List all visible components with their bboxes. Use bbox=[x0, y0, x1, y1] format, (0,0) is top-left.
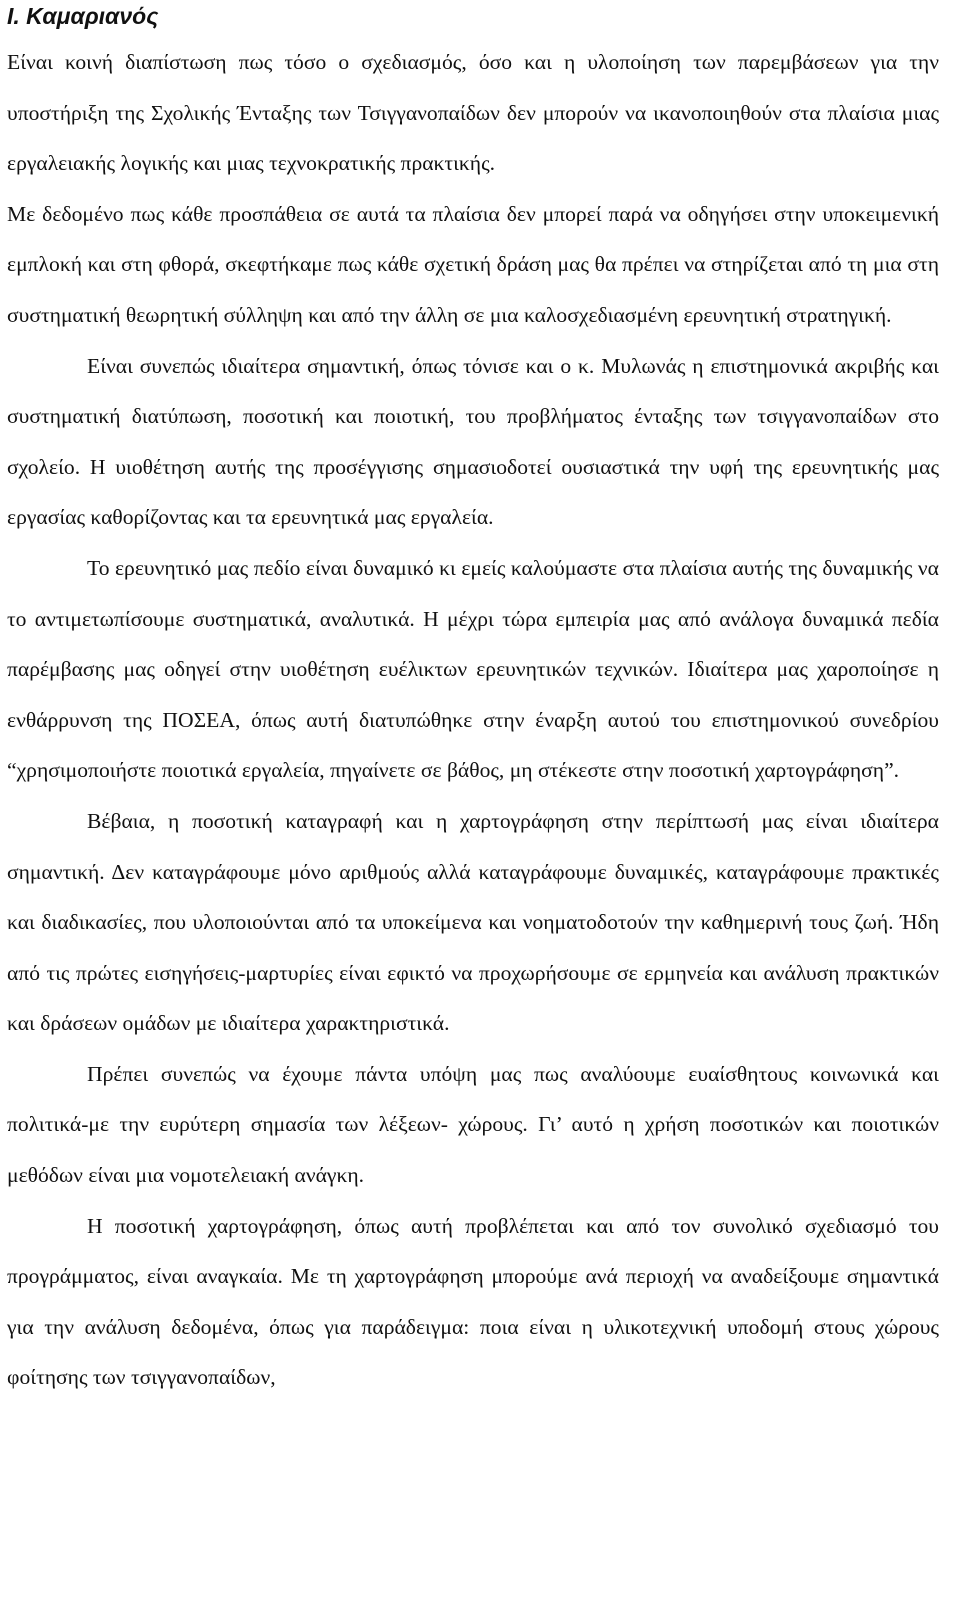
section-heading: I. Καμαριανός bbox=[7, 3, 159, 29]
paragraph-research-field: Το ερευνητικό μας πεδίο είναι δυναμικό κι εμείς καλούμαστε στα πλαίσια αυτής της δυναμικής να το αντιμετωπίσουμε συστηματικά, αναλυτικά. Η μέχρι τώρα εμπειρία μας από ανάλογα δυναμικά πεδία παρέμβασης μας οδηγεί στην υιοθέτηση ευέλικτων ερευνητικών τεχνικών. Ιδιαίτερα μας χαροποίησε η ενθάρρυνση της ΠΟΣΕΑ, όπως αυτή διατυπώθηκε στην έναρξη αυτού του επιστημονικού συνεδρίου “χρησιμοποιήστε ποιοτικά εργαλεία, πηγαίνετε σε βάθος, μη στέκεστε στην ποσοτική χαρτογράφηση”. bbox=[7, 555, 939, 783]
paragraph-mapping: Η ποσοτική χαρτογράφηση, όπως αυτή προβλέπεται και από τον συνολικό σχεδιασμό του προγράμματος, είναι αναγκαία. Με τη χαρτογράφηση μπορούμε ανά περιοχή να αναδείξουμε σημαντικά για την ανάλυση δεδομένα, όπως για παράδειγμα: ποια είναι η υλικοτεχνική υποδομή στους χώρους φοίτησης των τσιγγανοπαίδων, bbox=[7, 1213, 939, 1390]
paragraph-quantitative-recording: Βέβαια, η ποσοτική καταγραφή και η χαρτογράφηση στην περίπτωσή μας είναι ιδιαίτερα σημαντική. Δεν καταγράφουμε μόνο αριθμούς αλλά καταγράφουμε δυναμικές, καταγράφουμε πρακτικές και διαδικασίες, που υλοποιούνται από τα υποκείμενα και νοηματοδοτούν την καθημερινή τους ζωή. Ήδη από τις πρώτες εισηγήσεις-μαρτυρίες είναι εφικτό να προχωρήσουμε σε ερμηνεία και ανάλυση πρακτικών και δράσεων ομάδων με ιδιαίτερα χαρακτηριστικά. bbox=[7, 808, 939, 1036]
paragraph-research-strategy: Με δεδομένο πως κάθε προσπάθεια σε αυτά τα πλαίσια δεν μπορεί παρά να οδηγήσει στην υποκειμενική εμπλοκή και στη φθορά, σκεφτήκαμε πως κάθε σχετική δράση μας θα πρέπει να στηρίζεται από τη μια στη συστηματική θεωρητική σύλληψη και από την άλλη σε μια καλοσχεδιασμένη ερευνητική στρατηγική. bbox=[7, 201, 939, 327]
paragraph-intro: Είναι κοινή διαπίστωση πως τόσο ο σχεδιασμός, όσο και η υλοποίηση των παρεμβάσεων για την υποστήριξη της Σχολικής Ένταξης των Τσιγγανοπαίδων δεν μπορούν να ικανοποιηθούν στα πλαίσια μιας εργαλειακής λογικής και μιας τεχνοκρατικής πρακτικής. bbox=[7, 50, 939, 176]
paragraph-problem-formulation: Είναι συνεπώς ιδιαίτερα σημαντική, όπως τόνισε και ο κ. Μυλωνάς η επιστημονικά ακριβής και συστηματική διατύπωση, ποσοτική και ποιοτική, του προβλήματος ένταξης των τσιγγανοπαίδων στο σχολείο. Η υιοθέτηση αυτής της προσέγγισης σημασιοδοτεί ουσιαστικά την υφή της ερευνητικής μας εργασίας καθορίζοντας και τα ερευνητικά μας εργαλεία. bbox=[7, 353, 939, 530]
document-page bbox=[7, 0, 939, 1403]
paragraph-sensitive-spaces: Πρέπει συνεπώς να έχουμε πάντα υπόψη μας πως αναλύουμε ευαίσθητους κοινωνικά και πολιτικά-με την ευρύτερη σημασία των λέξεων- χώρους. Γι’ αυτό η χρήση ποσοτικών και ποιοτικών μεθόδων είναι μια νομοτελειακή ανάγκη. bbox=[7, 1061, 939, 1188]
